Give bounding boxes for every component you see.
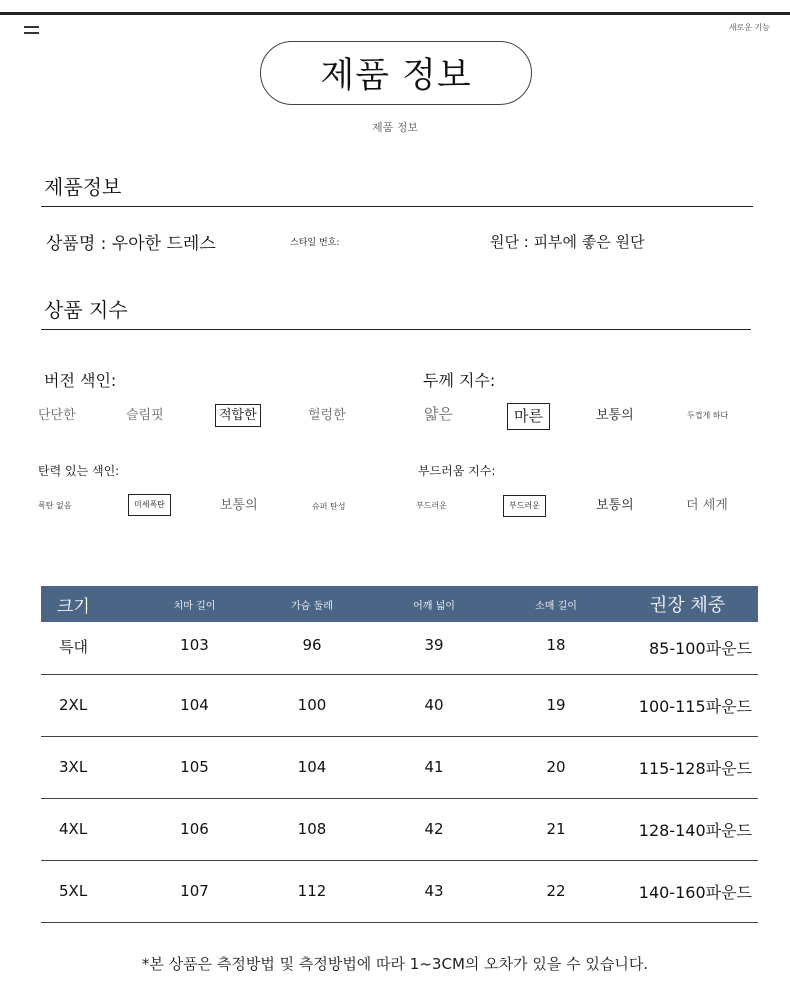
cell-weight: 85-100파운드 [617, 622, 758, 674]
hamburger-icon[interactable] [24, 26, 39, 36]
cell-sleeve: 21 [495, 798, 617, 860]
header-size: 크기 [57, 596, 90, 617]
style-number: 스타일 번호: [290, 238, 340, 248]
cell-shoulder: 39 [373, 622, 495, 674]
version-option-selected: 적합한 [215, 404, 261, 427]
cell-size: 특대 [41, 622, 138, 674]
product-info-heading: 제품정보 [44, 175, 122, 199]
thickness-index-title: 두께 지수: [423, 371, 496, 390]
header-skirt-length: 치마 길이 [173, 600, 216, 612]
table-row [41, 798, 758, 860]
page-subtitle: 제품 정보 [371, 121, 418, 134]
thickness-option-selected: 마른 [507, 403, 550, 430]
cell-skirt-length: 107 [138, 860, 251, 922]
fabric-info: 원단 : 피부에 좋은 원단 [490, 233, 645, 251]
cell-size: 4XL [41, 798, 138, 860]
product-info-divider [41, 206, 753, 207]
cell-chest: 96 [251, 622, 373, 674]
elasticity-option: 보통의 [220, 498, 258, 513]
version-option: 단단한 [38, 408, 76, 423]
cell-weight: 140-160파운드 [617, 860, 758, 922]
table-row [41, 622, 758, 674]
page-title: 제품 정보 [260, 41, 532, 105]
softness-index-title: 부드러움 지수: [418, 464, 496, 478]
cell-chest: 112 [251, 860, 373, 922]
cell-chest: 100 [251, 674, 373, 736]
cell-size: 5XL [41, 860, 138, 922]
cell-skirt-length: 104 [138, 674, 251, 736]
version-option: 슬림핏 [126, 408, 164, 423]
elasticity-option-selected: 미세폭탄 [128, 494, 171, 516]
indices-divider [41, 329, 751, 330]
thickness-option: 보통의 [596, 408, 634, 423]
top-divider [0, 12, 790, 15]
softness-option: 보통의 [596, 498, 634, 513]
cell-sleeve: 22 [495, 860, 617, 922]
table-row [41, 674, 758, 736]
elasticity-option: 폭탄 없음 [38, 501, 72, 510]
header-weight: 권장 체중 [649, 595, 726, 616]
softness-option: 부드러운 [416, 501, 447, 510]
table-row [41, 860, 758, 922]
cell-weight: 115-128파운드 [617, 736, 758, 798]
cell-shoulder: 41 [373, 736, 495, 798]
cell-skirt-length: 105 [138, 736, 251, 798]
header-chest: 가슴 둘레 [291, 600, 333, 612]
cell-chest: 104 [251, 736, 373, 798]
cell-skirt-length: 103 [138, 622, 251, 674]
size-table-header [41, 586, 758, 622]
thickness-option: 두껍게 하다 [687, 411, 729, 420]
indices-heading: 상품 지수 [44, 298, 128, 322]
product-name: 상품명 : 우아한 드레스 [46, 234, 216, 254]
new-feature-link[interactable]: 새로운 기능 [728, 23, 770, 32]
cell-sleeve: 18 [495, 622, 617, 674]
cell-sleeve: 20 [495, 736, 617, 798]
cell-sleeve: 19 [495, 674, 617, 736]
version-index-title: 버전 색인: [44, 371, 117, 390]
softness-option-selected: 부드러운 [503, 495, 546, 517]
cell-size: 2XL [41, 674, 138, 736]
size-table [41, 586, 758, 923]
header-sleeve: 소매 길이 [535, 600, 577, 612]
measurement-note: *본 상품은 측정방법 및 측정방법에 따라 1~3CM의 오차가 있을 수 있습니다. [141, 955, 649, 973]
cell-size: 3XL [41, 736, 138, 798]
header-shoulder: 어깨 넓이 [413, 600, 455, 612]
thickness-option: 얇은 [424, 405, 453, 423]
cell-chest: 108 [251, 798, 373, 860]
cell-weight: 100-115파운드 [617, 674, 758, 736]
cell-skirt-length: 106 [138, 798, 251, 860]
cell-shoulder: 43 [373, 860, 495, 922]
cell-shoulder: 42 [373, 798, 495, 860]
cell-weight: 128-140파운드 [617, 798, 758, 860]
version-option: 헐렁한 [308, 408, 346, 423]
table-row [41, 736, 758, 798]
cell-shoulder: 40 [373, 674, 495, 736]
elasticity-index-title: 탄력 있는 색인: [38, 464, 120, 478]
softness-option: 더 세게 [686, 498, 728, 513]
elasticity-option: 슈퍼 탄성 [312, 502, 346, 511]
